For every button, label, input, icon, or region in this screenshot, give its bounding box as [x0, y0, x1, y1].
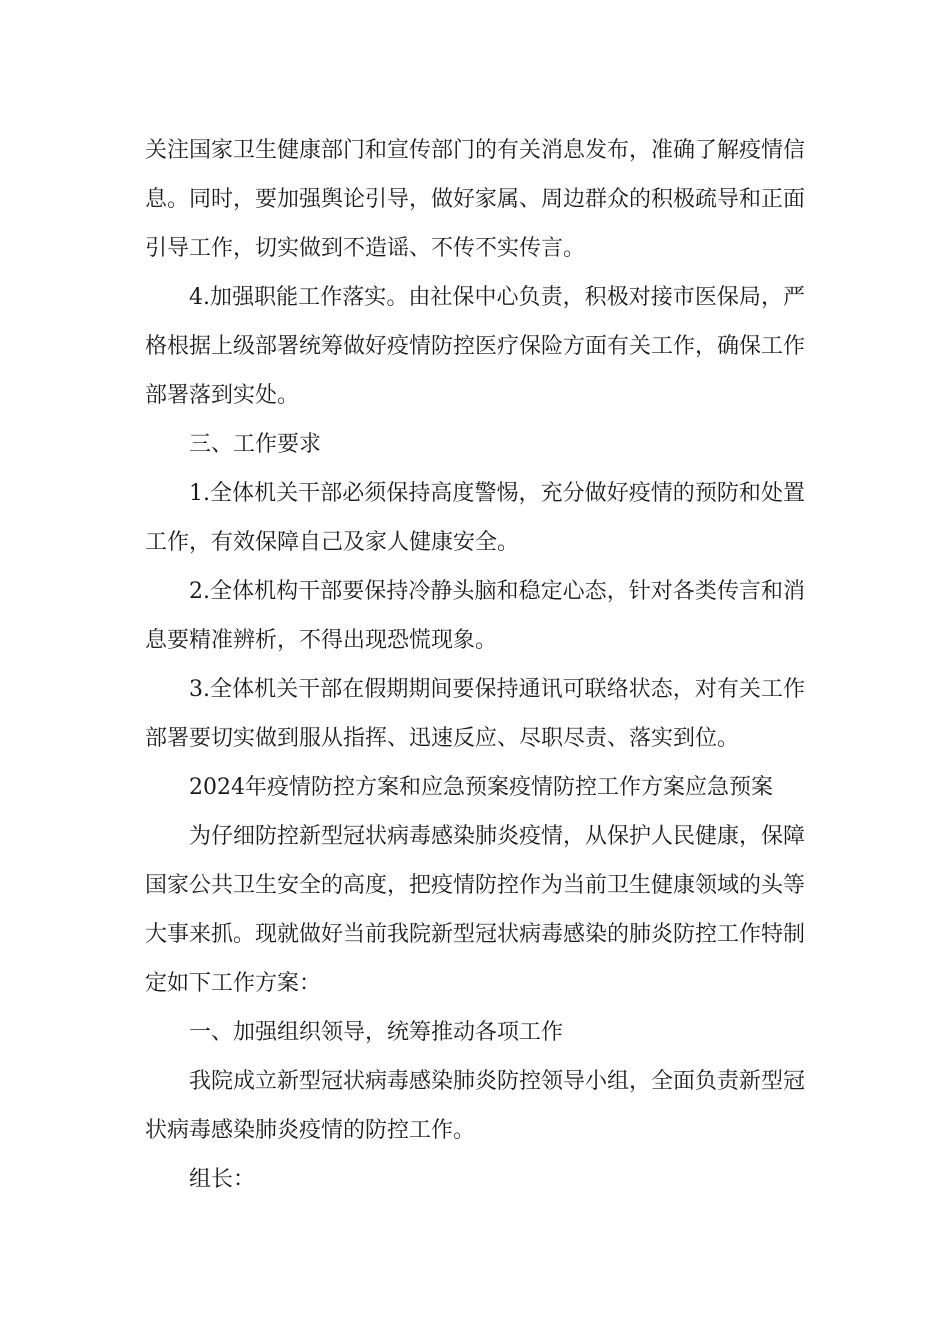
paragraph-intro: 为仔细防控新型冠状病毒感染肺炎疫情，从保护人民健康，保障国家公共卫生安全的高度，把疫情防控作为当前卫生健康领域的头等大事来抓。现就做好当前我院新型冠状病毒感染的肺炎防控工作特制定如下工作方案：	[145, 824, 806, 996]
paragraph-1: 关注国家卫生健康部门和宣传部门的有关消息发布，准确了解疫情信息。同时，要加强舆论引导，做好家属、周边群众的积极疏导和正面引导工作，切实做到不造谣、不传不实传言。	[145, 138, 806, 261]
paragraph-requirement-3: 3.全体机关干部在假期期间要保持通讯可联络状态，对有关工作部署要切实做到服从指挥、迅速反应、尽职尽责、落实到位。	[145, 677, 805, 751]
section-heading-work-requirements: 三、工作要求	[189, 432, 322, 457]
paragraph-requirement-1: 1.全体机关干部必须保持高度警惕，充分做好疫情的预防和处置工作，有效保障自己及家人健康安全。	[145, 481, 805, 555]
section-heading-organization: 一、加强组织领导，统筹推动各项工作	[189, 1020, 564, 1045]
paragraph-requirement-2: 2.全体机构干部要保持冷静头脑和稳定心态，针对各类传言和消息要精准辨析，不得出现恐慌现象。	[145, 579, 805, 653]
document-body	[145, 126, 805, 1204]
paragraph-group-leader: 组长：	[189, 1167, 256, 1192]
document-subtitle: 2024年疫情防控方案和应急预案疫情防控工作方案应急预案	[189, 775, 773, 800]
paragraph-leading-group: 我院成立新型冠状病毒感染肺炎防控领导小组，全面负责新型冠状病毒感染肺炎疫情的防控工作。	[145, 1069, 806, 1143]
paragraph-2: 4.加强职能工作落实。由社保中心负责，积极对接市医保局，严格根据上级部署统筹做好疫情防控医疗保险方面有关工作，确保工作部署落到实处。	[145, 285, 806, 408]
